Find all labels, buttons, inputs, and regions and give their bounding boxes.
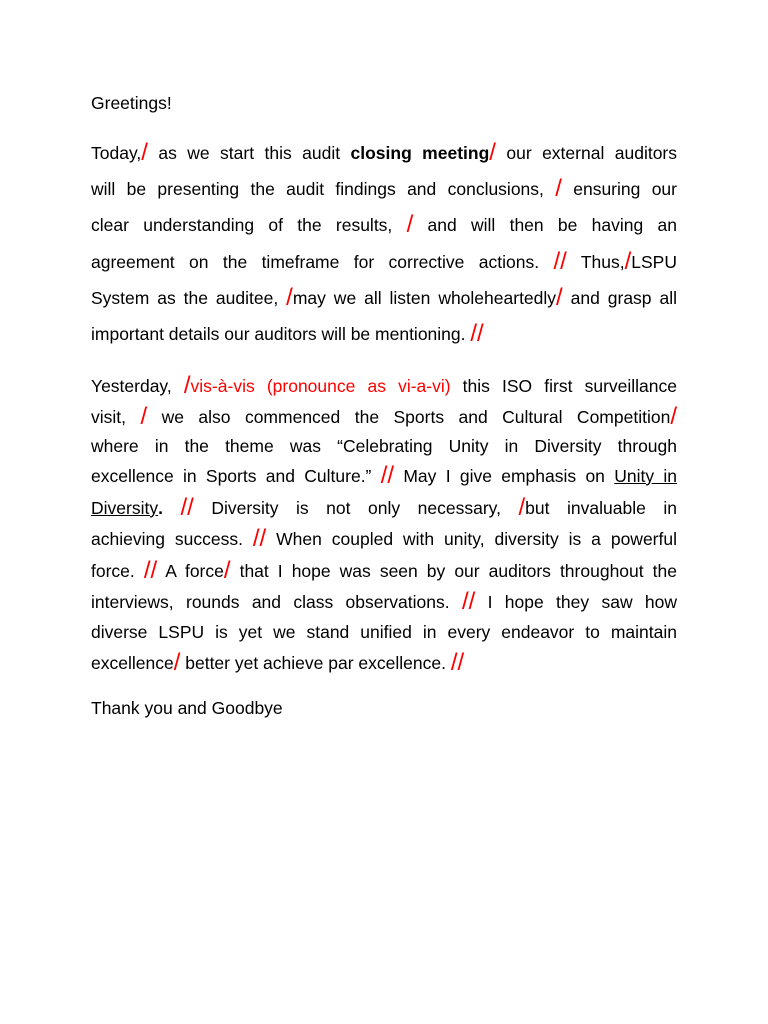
pause-mark: // <box>553 247 567 275</box>
pause-mark: // <box>461 587 476 615</box>
pause-mark: / <box>286 283 293 311</box>
pause-mark: / <box>140 402 148 430</box>
text-segment: that I hope was seen by our auditors throughout the <box>230 560 677 581</box>
pause-mark: / <box>141 138 148 166</box>
text-segment: where in the theme was “Celebrating Unity in Diversity through <box>91 435 677 456</box>
underlined-text: Diversity <box>91 497 159 518</box>
text-line <box>91 587 677 618</box>
text-segment: our external auditors <box>495 142 678 163</box>
text-segment: excellence <box>91 652 174 673</box>
pause-mark: / <box>223 556 231 584</box>
text-line <box>91 316 677 352</box>
pause-mark: / <box>670 402 677 430</box>
text-line <box>91 555 677 587</box>
closing-line: Thank you and Goodbye <box>91 697 283 718</box>
greeting: Greetings! <box>91 93 172 113</box>
pause-mark: / <box>624 247 632 275</box>
pause-mark: / <box>406 210 414 238</box>
text-line <box>91 432 677 461</box>
text-segment: agreement on the timeframe for corrective actions. <box>91 251 554 272</box>
pause-mark: / <box>183 371 191 399</box>
text-segment: and grasp all <box>562 287 677 308</box>
text-segment: force. <box>91 560 144 581</box>
text-line <box>91 618 677 647</box>
text-segment: May I give emphasis on <box>394 465 615 486</box>
pause-mark: / <box>173 648 181 676</box>
text-segment: but invaluable in <box>525 497 677 518</box>
pause-mark: / <box>556 283 563 311</box>
text-segment: we also commenced the Sports and Cultural Competition <box>147 406 671 427</box>
pause-mark: // <box>180 493 194 521</box>
text-segment <box>163 498 181 518</box>
pause-mark: // <box>450 648 465 676</box>
text-line <box>91 207 677 244</box>
text-segment: Thus, <box>566 251 625 272</box>
pause-mark: / <box>555 174 562 202</box>
text-segment: I hope they saw how <box>475 591 678 612</box>
text-segment: interviews, rounds and class observations. <box>91 591 462 612</box>
text-line <box>91 171 677 207</box>
text-segment: important details our auditors will be mentioning. <box>91 323 471 344</box>
text-segment: visit, <box>91 406 141 427</box>
text-segment: as we start this audit <box>147 142 351 163</box>
text-segment: excellence in Sports and Culture.” <box>91 465 381 486</box>
text-segment: may we all listen wholeheartedly <box>292 287 557 308</box>
text-line <box>91 280 677 316</box>
pronunciation-note: vis-à-vis (pronounce as vi-a-vi) <box>190 375 451 396</box>
text-segment: this ISO first surveillance <box>450 375 677 396</box>
pause-mark: // <box>380 461 395 489</box>
text-segment: Diversity is not only necessary, <box>193 497 519 518</box>
text-line <box>91 244 677 280</box>
pause-mark: // <box>252 524 267 552</box>
paragraph-opening <box>91 135 677 352</box>
speech-document <box>91 92 677 720</box>
text-segment: better yet achieve par excellence. <box>180 652 451 673</box>
pause-mark: // <box>470 319 484 347</box>
text-segment: Today, <box>91 142 142 163</box>
bold-text: . <box>158 497 163 518</box>
text-segment: achieving success. <box>91 528 253 549</box>
text-line <box>91 492 677 524</box>
text-line <box>91 461 677 492</box>
paragraph-yesterday <box>91 370 677 679</box>
text-segment: System as the auditee, <box>91 287 287 308</box>
text-segment: When coupled with unity, diversity is a powerful <box>266 528 677 549</box>
text-segment: and will then be having an <box>413 214 677 235</box>
text-line <box>91 647 677 679</box>
text-segment: diverse LSPU is yet we stand unified in every endeavor to maintain <box>91 621 677 642</box>
text-segment: clear understanding of the results, <box>91 214 407 235</box>
text-segment: LSPU <box>631 251 677 272</box>
underlined-text: Unity in <box>614 465 678 486</box>
text-segment: A force <box>157 560 224 581</box>
text-segment: ensuring our <box>561 178 677 199</box>
pause-mark: / <box>518 493 526 521</box>
text-line <box>91 370 677 402</box>
text-line <box>91 402 677 432</box>
pause-mark: // <box>143 556 158 584</box>
text-line <box>91 135 677 171</box>
pause-mark: / <box>489 138 496 166</box>
text-segment: Yesterday, <box>91 375 184 396</box>
text-segment: will be presenting the audit findings and conclusions, <box>91 178 556 199</box>
bold-text: closing meeting <box>350 142 490 163</box>
text-line <box>91 524 677 555</box>
